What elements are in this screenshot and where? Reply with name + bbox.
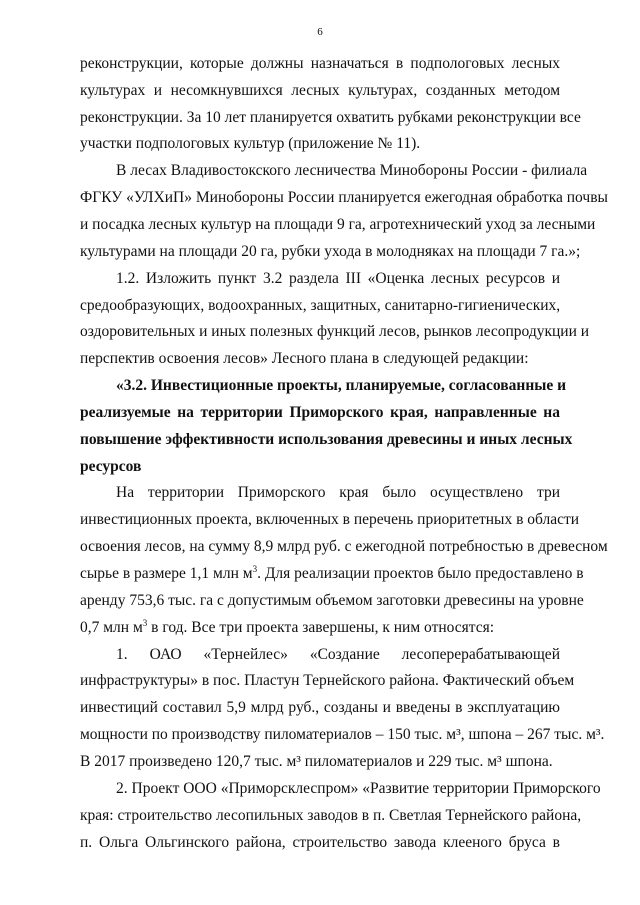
paragraph-line: средообразующих, водоохранных, защитных, санитарно-гигиенических, [80, 297, 561, 314]
list-item-line: 2. Проект ООО «Приморсклеспром» «Развитие территории Приморского [116, 780, 601, 797]
paragraph-line: На территории Приморского края было осуществлено три [116, 484, 560, 501]
paragraph-line: реконструкции, которые должны назначаться в подпологовых лесных [80, 55, 560, 72]
section-heading-line: повышение эффективности использования древесины и иных лесных [80, 431, 573, 448]
section-heading-line: ресурсов [80, 458, 142, 475]
paragraph-line: инвестиционных проекта, включенных в перечень приоритетных в области [80, 511, 580, 528]
paragraph-line: и посадка лесных культур на площади 9 га, агротехнический уход за лесными [80, 216, 596, 233]
list-item-line: п. Ольга Ольгинского района, строительство завода клееного бруса в [80, 834, 560, 851]
page-number: 6 [317, 26, 323, 38]
list-item-line: края: строительство лесопильных заводов в п. Светлая Тернейского района, [80, 807, 582, 824]
paragraph-line: 0,7 млн $м^3$ в год. Все три проекта завершены, к ним относятся: [80, 618, 495, 636]
paragraph-line: участки подпологовых культур (приложение № 11). [80, 135, 421, 152]
list-item-line: В 2017 произведено 120,7 тыс. м³ пиломатериалов и 229 тыс. м³ шпона. [80, 753, 553, 770]
paragraph-line: оздоровительных и иных полезных функций лесов, рынков лесопродукции и [80, 323, 590, 340]
list-item-line: мощности по производству пиломатериалов – 150 тыс. м³, шпона – 267 тыс. м³. [80, 726, 605, 743]
paragraph-line: сырье в размере 1,1 млн $м^3$. Для реализации проектов было предоставлено в [80, 564, 584, 582]
paragraph-line: культурах и несомкнувшихся лесных культурах, созданных методом [80, 82, 560, 99]
paragraph-line: перспектив освоения лесов» Лесного плана в следующей редакции: [80, 350, 529, 367]
paragraph-line: освоения лесов, на сумму 8,9 млрд руб. с ежегодной потребностью в древесном [80, 538, 608, 555]
section-heading-line: «3.2. Инвестиционные проекты, планируемые, согласованные и [116, 377, 567, 394]
paragraph-line: В лесах Владивостокского лесничества Минобороны России - филиала [116, 162, 588, 179]
paragraph-line: ФГКУ «УЛХиП» Минобороны России планируется ежегодная обработка почвы [80, 189, 608, 206]
paragraph-line: аренду 753,6 тыс. га с допустимым объемом заготовки древесины на уровне [80, 592, 584, 609]
list-item-line: инвестиций составил 5,9 млрд руб., созданы и введены в эксплуатацию [80, 699, 560, 716]
section-heading-line: реализуемые на территории Приморского края, направленные на [80, 404, 560, 421]
paragraph-line: 1.2. Изложить пункт 3.2 раздела III «Оценка лесных ресурсов и [116, 270, 560, 287]
paragraph-line: культурами на площади 20 га, рубки ухода в молодняках на площади 7 га.»; [80, 243, 581, 260]
list-item-line: 1. ОАО «Тернейлес» «Создание лесоперерабатывающей [116, 646, 560, 663]
list-item-line: инфраструктуры» в пос. Пластун Тернейского района. Фактический объем [80, 672, 575, 689]
paragraph-line: реконструкции. За 10 лет планируется охватить рубками реконструкции все [80, 109, 581, 126]
